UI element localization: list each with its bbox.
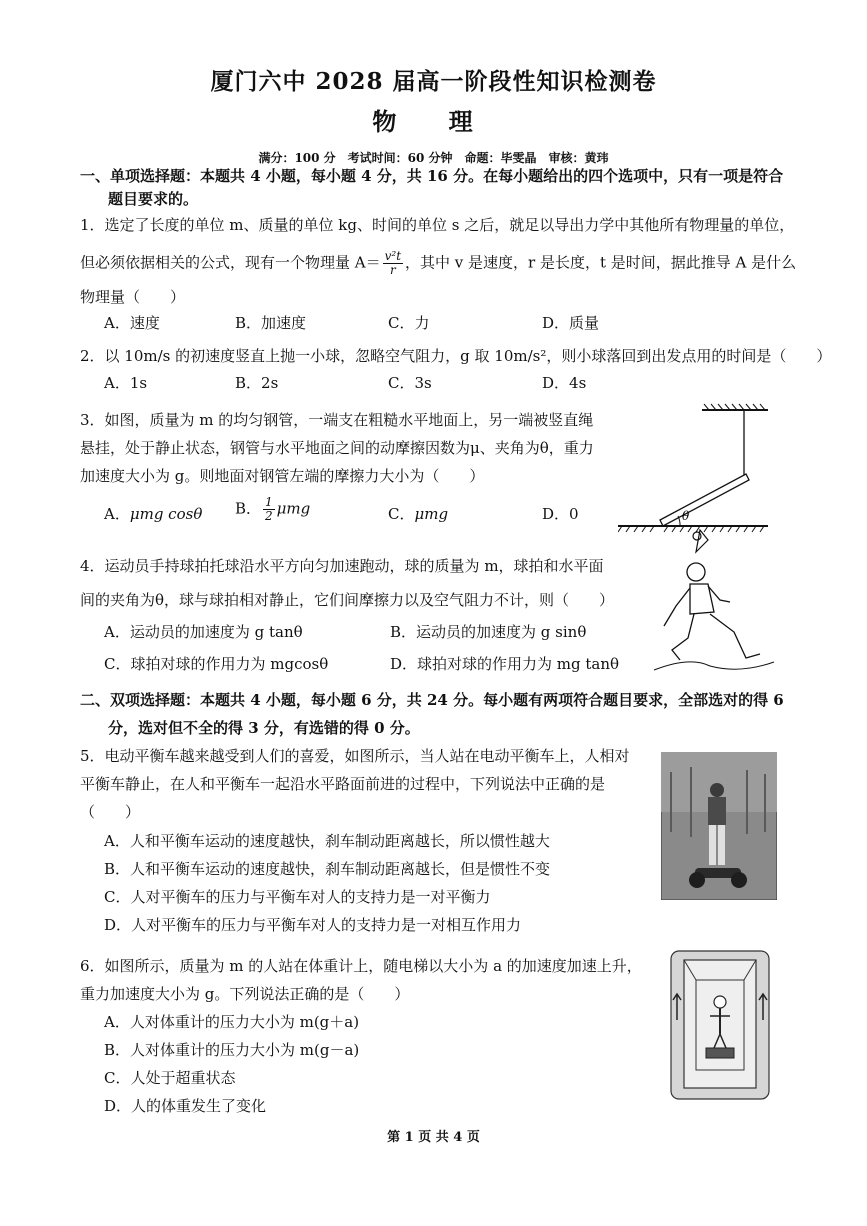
runner-leg-front: [672, 614, 694, 660]
q3-option-a: [104, 504, 202, 524]
q1-option-b: B．加速度: [235, 314, 307, 332]
photo-person-head: [710, 783, 724, 797]
q3-option-b-fraction: [263, 496, 275, 523]
runner-arm: [664, 588, 690, 626]
photo-scooter-wheel-left: [689, 872, 705, 888]
q1-formula-fraction: [383, 250, 403, 277]
q4-line2: 间的夹角为θ，球与球拍相对静止，它们间摩擦力以及空气阻力不计，则（ ）: [80, 591, 615, 609]
section2-heading-cont: 分，选对但不全的得 3 分，有选错的得 0 分。: [108, 719, 420, 737]
ground-curve: [654, 662, 774, 670]
q1-frac-num: v²t: [384, 249, 402, 263]
q4-line1: 4．运动员手持球拍托球沿水平方向匀加速跑动，球的质量为 m，球拍和水平面: [80, 557, 604, 575]
q5-line2: 平衡车静止，在人和平衡车一起沿水平路面前进的过程中，下列说法中正确的是: [80, 775, 606, 793]
q6-line1: 6．如图所示，质量为 m 的人站在体重计上，随电梯以大小为 a 的加速度加速上升，: [80, 957, 642, 975]
q2-option-a: A．1s: [104, 374, 148, 392]
q2-option-b: B．2s: [235, 374, 279, 392]
q1-option-d: D．质量: [542, 314, 600, 332]
q1-frac-den: r: [389, 263, 396, 277]
q3-option-a-formula: μmg cosθ: [129, 505, 203, 523]
section2-heading: 二、双项选择题：本题共 4 小题，每小题 6 分，共 24 分。每小题有两项符合题目要求，全部选对的得 6: [80, 691, 784, 709]
q1-line1: 1．选定了长度的单位 m、质量的单位 kg、时间的单位 s 之后，就足以导出力学中其他所有物理量的单位，: [80, 216, 795, 234]
q5-option-b: B．人和平衡车运动的速度越快，刹车制动距离越长，但是惯性不变: [104, 860, 551, 878]
q5-option-a: A．人和平衡车运动的速度越快，刹车制动距离越长，所以惯性越大: [104, 832, 550, 850]
q3-option-c: [388, 504, 448, 524]
q5-option-d: D．人对平衡车的压力与平衡车对人的支持力是一对相互作用力: [104, 916, 522, 934]
subject-title: 物 理: [372, 107, 495, 136]
q3-option-c-label: C．: [388, 505, 415, 523]
q5-line3: （ ）: [80, 803, 141, 821]
q6-line2: 重力加速度大小为 g。下列说法正确的是（ ）: [80, 985, 410, 1003]
q3-option-b-frac-den: 2: [265, 509, 273, 523]
q3-line3: 加速度大小为 g。则地面对钢管左端的摩擦力大小为（ ）: [80, 467, 485, 485]
q3-option-d: D．0: [542, 505, 579, 523]
q3-option-b-label: B．: [235, 499, 262, 518]
exam-meta: 满分：100 分 考试时间：60 分钟 命题：毕雯晶 审核：黄玮: [258, 151, 609, 165]
q6-option-b: B．人对体重计的压力大小为 m(g－a): [104, 1041, 360, 1059]
q3-line2: 悬挂，处于静止状态，钢管与水平地面之间的动摩擦因数为μ、夹角为θ，重力: [80, 439, 594, 457]
q3-option-b: [235, 496, 310, 523]
q2-line1: 2．以 10m/s 的初速度竖直上抛一小球，忽略空气阻力，g 取 10m/s²，则小球落回到出发点用的时间是（ ）: [80, 347, 832, 365]
q3-line1: 3．如图，质量为 m 的均匀钢管，一端支在粗糙水平地面上，另一端被竖直绳: [80, 411, 594, 429]
q4-option-c: C．球拍对球的作用力为 mgcosθ: [104, 655, 329, 673]
q1-line2a: 但必须依据相关的公式，现有一个物理量 A＝: [80, 253, 381, 272]
weighing-scale: [706, 1048, 734, 1058]
q5-line1: 5．电动平衡车越来越受到人们的喜爱，如图所示，当人站在电动平衡车上，人相对: [80, 747, 630, 765]
q1-option-a: A．速度: [104, 314, 160, 332]
q3-option-b-formula: μmg: [276, 499, 311, 518]
page-footer: 第 1 页 共 4 页: [387, 1130, 480, 1145]
q3-option-a-label: A．: [104, 505, 130, 523]
photo-person-leg-right: [718, 825, 725, 865]
q6-option-a: A．人对体重计的压力大小为 m(g＋a): [104, 1013, 360, 1031]
person-head: [714, 996, 726, 1008]
q1-line2: [80, 250, 796, 277]
q3-option-c-formula: μmg: [414, 505, 449, 523]
q2-option-d: D．4s: [542, 374, 587, 392]
racket-with-ball: [696, 530, 708, 552]
q6-option-c: C．人处于超重状态: [104, 1069, 236, 1087]
q5-balance-scooter-photo: [661, 752, 777, 900]
theta-label: θ: [682, 509, 690, 523]
q1-line3: 物理量（ ）: [80, 288, 186, 306]
section1-heading: 一、单项选择题：本题共 4 小题，每小题 4 分，共 16 分。在每小题给出的四个选项中，只有一项是符合: [80, 167, 784, 185]
q4-option-a: A．运动员的加速度为 g tanθ: [104, 623, 303, 641]
q1-line2b: ，其中 v 是速度，r 是长度，t 是时间，据此推导 A 是什么: [405, 253, 797, 272]
q3-option-b-frac-num: 1: [265, 495, 273, 509]
q1-option-c: C．力: [388, 314, 430, 332]
q6-elevator-figure: [670, 950, 770, 1100]
runner-head: [687, 563, 705, 581]
q2-option-c: C．3s: [388, 374, 432, 392]
q4-option-d: D．球拍对球的作用力为 mg tanθ: [390, 655, 620, 673]
exam-title: 厦门六中 2028 届高一阶段性知识检测卷: [210, 68, 657, 95]
photo-scooter-wheel-right: [731, 872, 747, 888]
q4-runner-figure: [650, 528, 778, 676]
section1-heading-cont: 题目要求的。: [108, 190, 199, 208]
q6-option-d: D．人的体重发生了变化: [104, 1097, 267, 1115]
photo-person-body: [708, 797, 726, 825]
q5-option-c: C．人对平衡车的压力与平衡车对人的支持力是一对平衡力: [104, 888, 491, 906]
photo-person-leg-left: [709, 825, 716, 865]
runner-leg-back: [710, 614, 760, 658]
steel-pipe: [660, 474, 749, 526]
q4-option-b: B．运动员的加速度为 g sinθ: [390, 623, 587, 641]
